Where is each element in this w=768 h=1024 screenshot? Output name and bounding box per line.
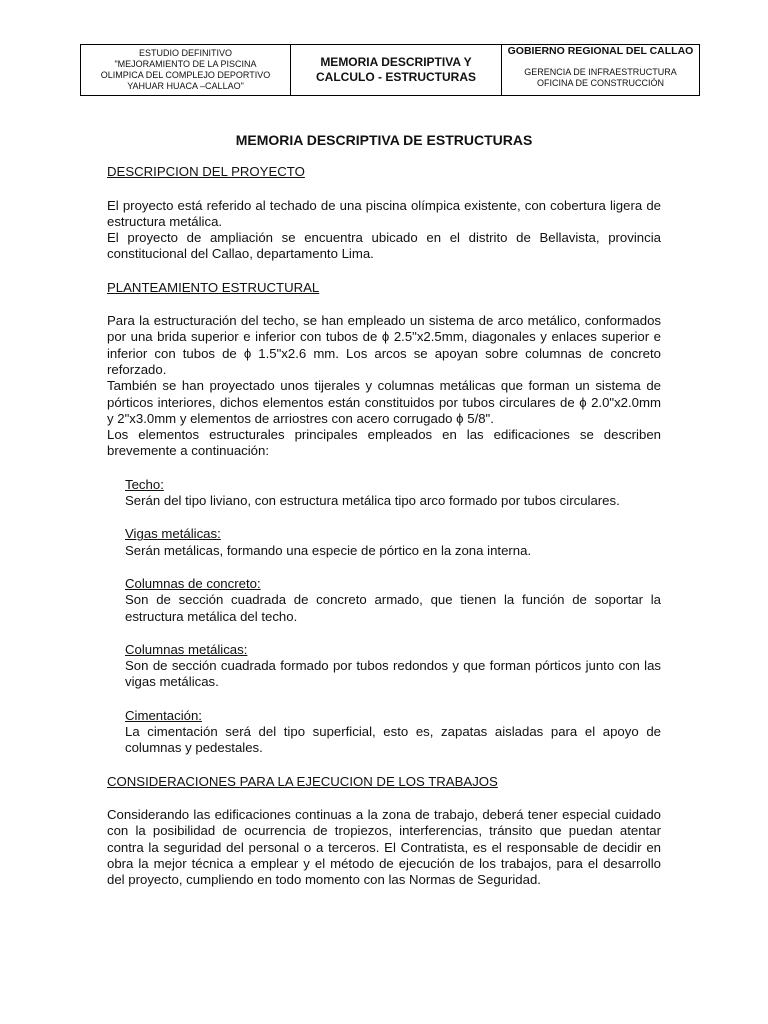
header-doc-type-line: MEMORIA DESCRIPTIVA Y (320, 55, 472, 69)
header-institution-title: GOBIERNO REGIONAL DEL CALLAO (507, 45, 694, 57)
structural-item-columnas-concreto (125, 576, 661, 625)
header-project-line: ESTUDIO DEFINITIVO (138, 48, 232, 58)
header-institution-line: OFICINA DE CONSTRUCCIÓN (536, 78, 664, 88)
header-doc-type-cell (291, 45, 502, 96)
header-project-cell (81, 45, 291, 96)
structural-item-columnas-metalicas (125, 642, 661, 691)
paragraph: También se han proyectado unos tijerales y columnas metálicas que forman un sistema de pórticos interiores, dichos elementos están constituidos por tubos circulares de ϕ 2.0"x2.0mm y 2"x3.0mm y elementos de arriostres con acero corrugado ϕ 5/8". (107, 378, 661, 426)
item-text: Son de sección cuadrada formado por tubos redondos y que forman pórticos junto con las vigas metálicas. (125, 658, 661, 690)
header-institution-cell (502, 45, 700, 96)
header-institution-line: GERENCIA DE INFRAESTRUCTURA (524, 67, 677, 77)
paragraph: El proyecto está referido al techado de una piscina olímpica existente, con cobertura ligera de estructura metálica. (107, 197, 661, 229)
paragraph: Para la estructuración del techo, se han empleado un sistema de arco metálico, conformados por una brida superior e inferior con tubos de ϕ 2.5"x2.5mm, diagonales y enlaces superior e inferior con tubos de ϕ 1.5"x2.6 mm. Los arcos se apoyan sobre columnas de concreto reforzado. (107, 313, 661, 377)
header-project-line: "MEJORAMIENTO DE LA PISCINA (114, 59, 257, 69)
header-project-line: YAHUAR HUACA –CALLAO" (127, 81, 244, 91)
header-project-line: OLIMPICA DEL COMPLEJO DEPORTIVO (100, 70, 271, 80)
item-heading: Cimentación: (125, 707, 202, 723)
item-heading: Columnas metálicas: (125, 641, 248, 657)
paragraph: Los elementos estructurales principales empleados en las edificaciones se describen brevemente a continuación: (107, 427, 661, 459)
section-heading-planteamiento: PLANTEAMIENTO ESTRUCTURAL (107, 279, 320, 295)
structural-item-cimentacion (125, 708, 661, 757)
item-heading: Techo: (125, 476, 164, 492)
document-body (107, 132, 661, 888)
section-heading-consideraciones: CONSIDERACIONES PARA LA EJECUCION DE LOS TRABAJOS (107, 773, 498, 789)
paragraph: Considerando las edificaciones continuas a la zona de trabajo, deberá tener especial cuidado con la posibilidad de ocurrencia de tropiezos, interferencias, tránsito que puedan atentar contra la seguridad del personal o a terceros. El Contratista, es el responsable de decidir en obra la mejor técnica a emplear y el método de ejecución de los trabajos, para el desarrollo del proyecto, cumpliendo en todo momento con las Normas de Seguridad. (107, 806, 661, 888)
item-heading: Columnas de concreto: (125, 575, 261, 591)
item-heading: Vigas metálicas: (125, 526, 221, 542)
document-title: MEMORIA DESCRIPTIVA DE ESTRUCTURAS (235, 132, 533, 148)
paragraph: El proyecto de ampliación se encuentra ubicado en el distrito de Bellavista, provincia constitucional del Callao, departamento Lima. (107, 230, 661, 262)
document-header (80, 44, 700, 96)
item-text: Serán del tipo liviano, con estructura metálica tipo arco formado por tubos circulares. (125, 493, 620, 509)
item-text: Son de sección cuadrada de concreto armado, que tienen la función de soportar la estructura metálica del techo. (125, 592, 661, 624)
structural-item-vigas (125, 526, 661, 559)
structural-item-techo (125, 477, 661, 510)
item-text: La cimentación será del tipo superficial, esto es, zapatas aisladas para el apoyo de columnas y pedestales. (125, 724, 661, 756)
section-heading-descripcion: DESCRIPCION DEL PROYECTO (107, 164, 305, 180)
item-text: Serán metálicas, formando una especie de pórtico en la zona interna. (125, 542, 532, 558)
header-doc-type-line: CALCULO - ESTRUCTURAS (316, 70, 476, 84)
